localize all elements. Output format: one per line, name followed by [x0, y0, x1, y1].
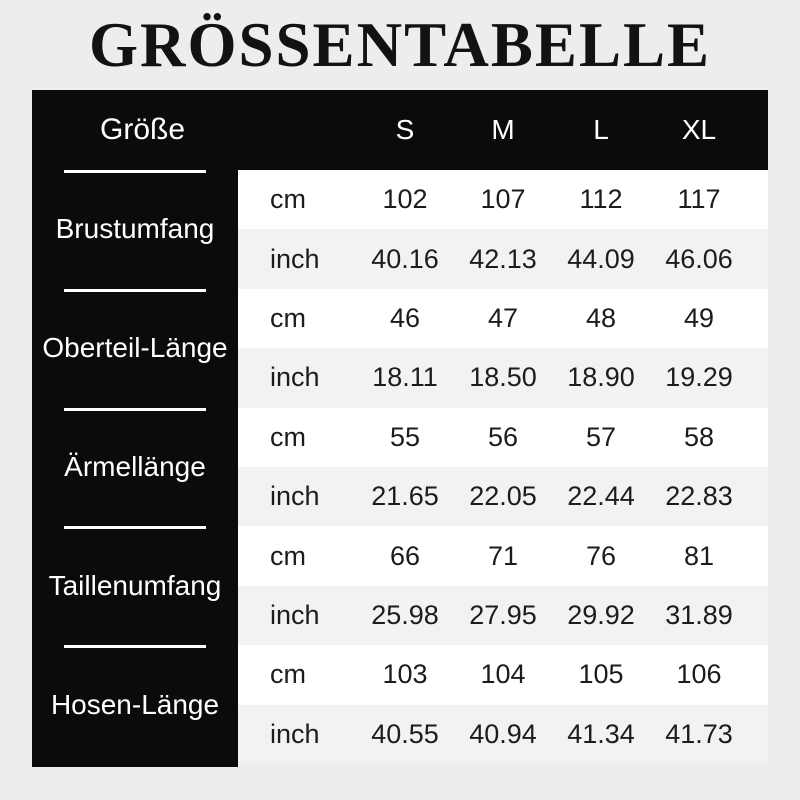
size-table: [32, 90, 768, 767]
group-label-oberteil-laenge: [32, 289, 238, 408]
value-cell: 48: [585, 302, 617, 333]
value-cell: 19.29: [665, 362, 733, 393]
unit-label-cm: cm: [270, 302, 306, 333]
value-cell: 31.89: [665, 599, 733, 630]
group-label-brustumfang: [32, 170, 238, 289]
table-row: [238, 289, 768, 348]
header-col-m: M: [491, 114, 515, 145]
value-cell: 18.11: [372, 362, 438, 393]
value-cell: 81: [683, 540, 715, 571]
table-row: [238, 645, 768, 704]
value-cell: 46: [389, 302, 421, 333]
unit-label-inch: inch: [270, 718, 320, 749]
group-label-text: Taillenumfang: [48, 569, 222, 601]
value-cell: 21.65: [371, 481, 439, 512]
unit-label-cm: cm: [270, 184, 306, 215]
unit-label-cm: cm: [270, 421, 306, 452]
table-row: [238, 526, 768, 585]
value-cell: 42.13: [469, 243, 537, 274]
group-divider-line: [64, 408, 206, 411]
header-col-s: S: [395, 114, 415, 145]
value-cell: 47: [487, 302, 519, 333]
value-cell: 71: [487, 540, 519, 571]
value-cell: 18.50: [469, 362, 537, 393]
group-label-text: Oberteil-Länge: [42, 332, 228, 364]
table-row: [238, 170, 768, 229]
value-cell: 56: [487, 421, 519, 452]
page-title: GRÖSSENTABELLE: [88, 9, 712, 80]
value-cell: 41.34: [567, 718, 635, 749]
group-label-taillenumfang: [32, 526, 238, 645]
table-row: [238, 348, 768, 407]
value-cell: 25.98: [371, 599, 439, 630]
value-cell: 27.95: [469, 599, 537, 630]
unit-label-inch: inch: [270, 599, 320, 630]
group-divider-line: [64, 645, 206, 648]
group-divider-line: [64, 526, 206, 529]
header-size-label: Größe: [100, 113, 186, 146]
value-cell: 22.83: [665, 481, 733, 512]
value-cell: 76: [585, 540, 617, 571]
group-divider-line: [64, 289, 206, 292]
value-cell: 105: [578, 659, 624, 690]
value-cell: 44.09: [567, 243, 635, 274]
rows-column: [238, 170, 768, 767]
unit-label-cm: cm: [270, 659, 306, 690]
group-label-text: Hosen-Länge: [50, 688, 220, 720]
value-cell: 102: [382, 184, 428, 215]
unit-label-inch: inch: [270, 362, 320, 393]
labels-column: [32, 170, 238, 767]
value-cell: 49: [683, 302, 715, 333]
table-header-row: [32, 90, 768, 170]
value-cell: 40.94: [469, 718, 537, 749]
value-cell: 29.92: [567, 599, 635, 630]
value-cell: 107: [480, 184, 526, 215]
group-label-aermellaenge: [32, 408, 238, 527]
group-label-hosen-laenge: [32, 645, 238, 764]
value-cell: 103: [382, 659, 428, 690]
unit-label-inch: inch: [270, 481, 320, 512]
table-row: [238, 705, 768, 764]
unit-label-cm: cm: [270, 540, 306, 571]
value-cell: 58: [683, 421, 715, 452]
value-cell: 22.44: [567, 481, 635, 512]
group-label-text: Ärmellänge: [64, 450, 206, 482]
value-cell: 41.73: [665, 718, 733, 749]
value-cell: 46.06: [665, 243, 733, 274]
value-cell: 40.16: [371, 243, 439, 274]
group-label-text: Brustumfang: [55, 213, 215, 245]
table-row: [238, 229, 768, 288]
value-cell: 117: [677, 184, 721, 215]
table-row: [238, 586, 768, 645]
value-cell: 66: [389, 540, 421, 571]
value-cell: 112: [579, 184, 623, 215]
table-row: [238, 467, 768, 526]
value-cell: 55: [389, 421, 421, 452]
value-cell: 18.90: [567, 362, 635, 393]
header-col-l: L: [593, 114, 609, 145]
value-cell: 57: [585, 421, 617, 452]
unit-label-inch: inch: [270, 243, 320, 274]
group-divider-line: [64, 170, 206, 173]
table-row: [238, 408, 768, 467]
value-cell: 104: [480, 659, 526, 690]
value-cell: 106: [676, 659, 722, 690]
value-cell: 22.05: [469, 481, 537, 512]
table-body: [32, 170, 768, 767]
header-col-xl: XL: [681, 114, 717, 145]
value-cell: 40.55: [371, 718, 439, 749]
